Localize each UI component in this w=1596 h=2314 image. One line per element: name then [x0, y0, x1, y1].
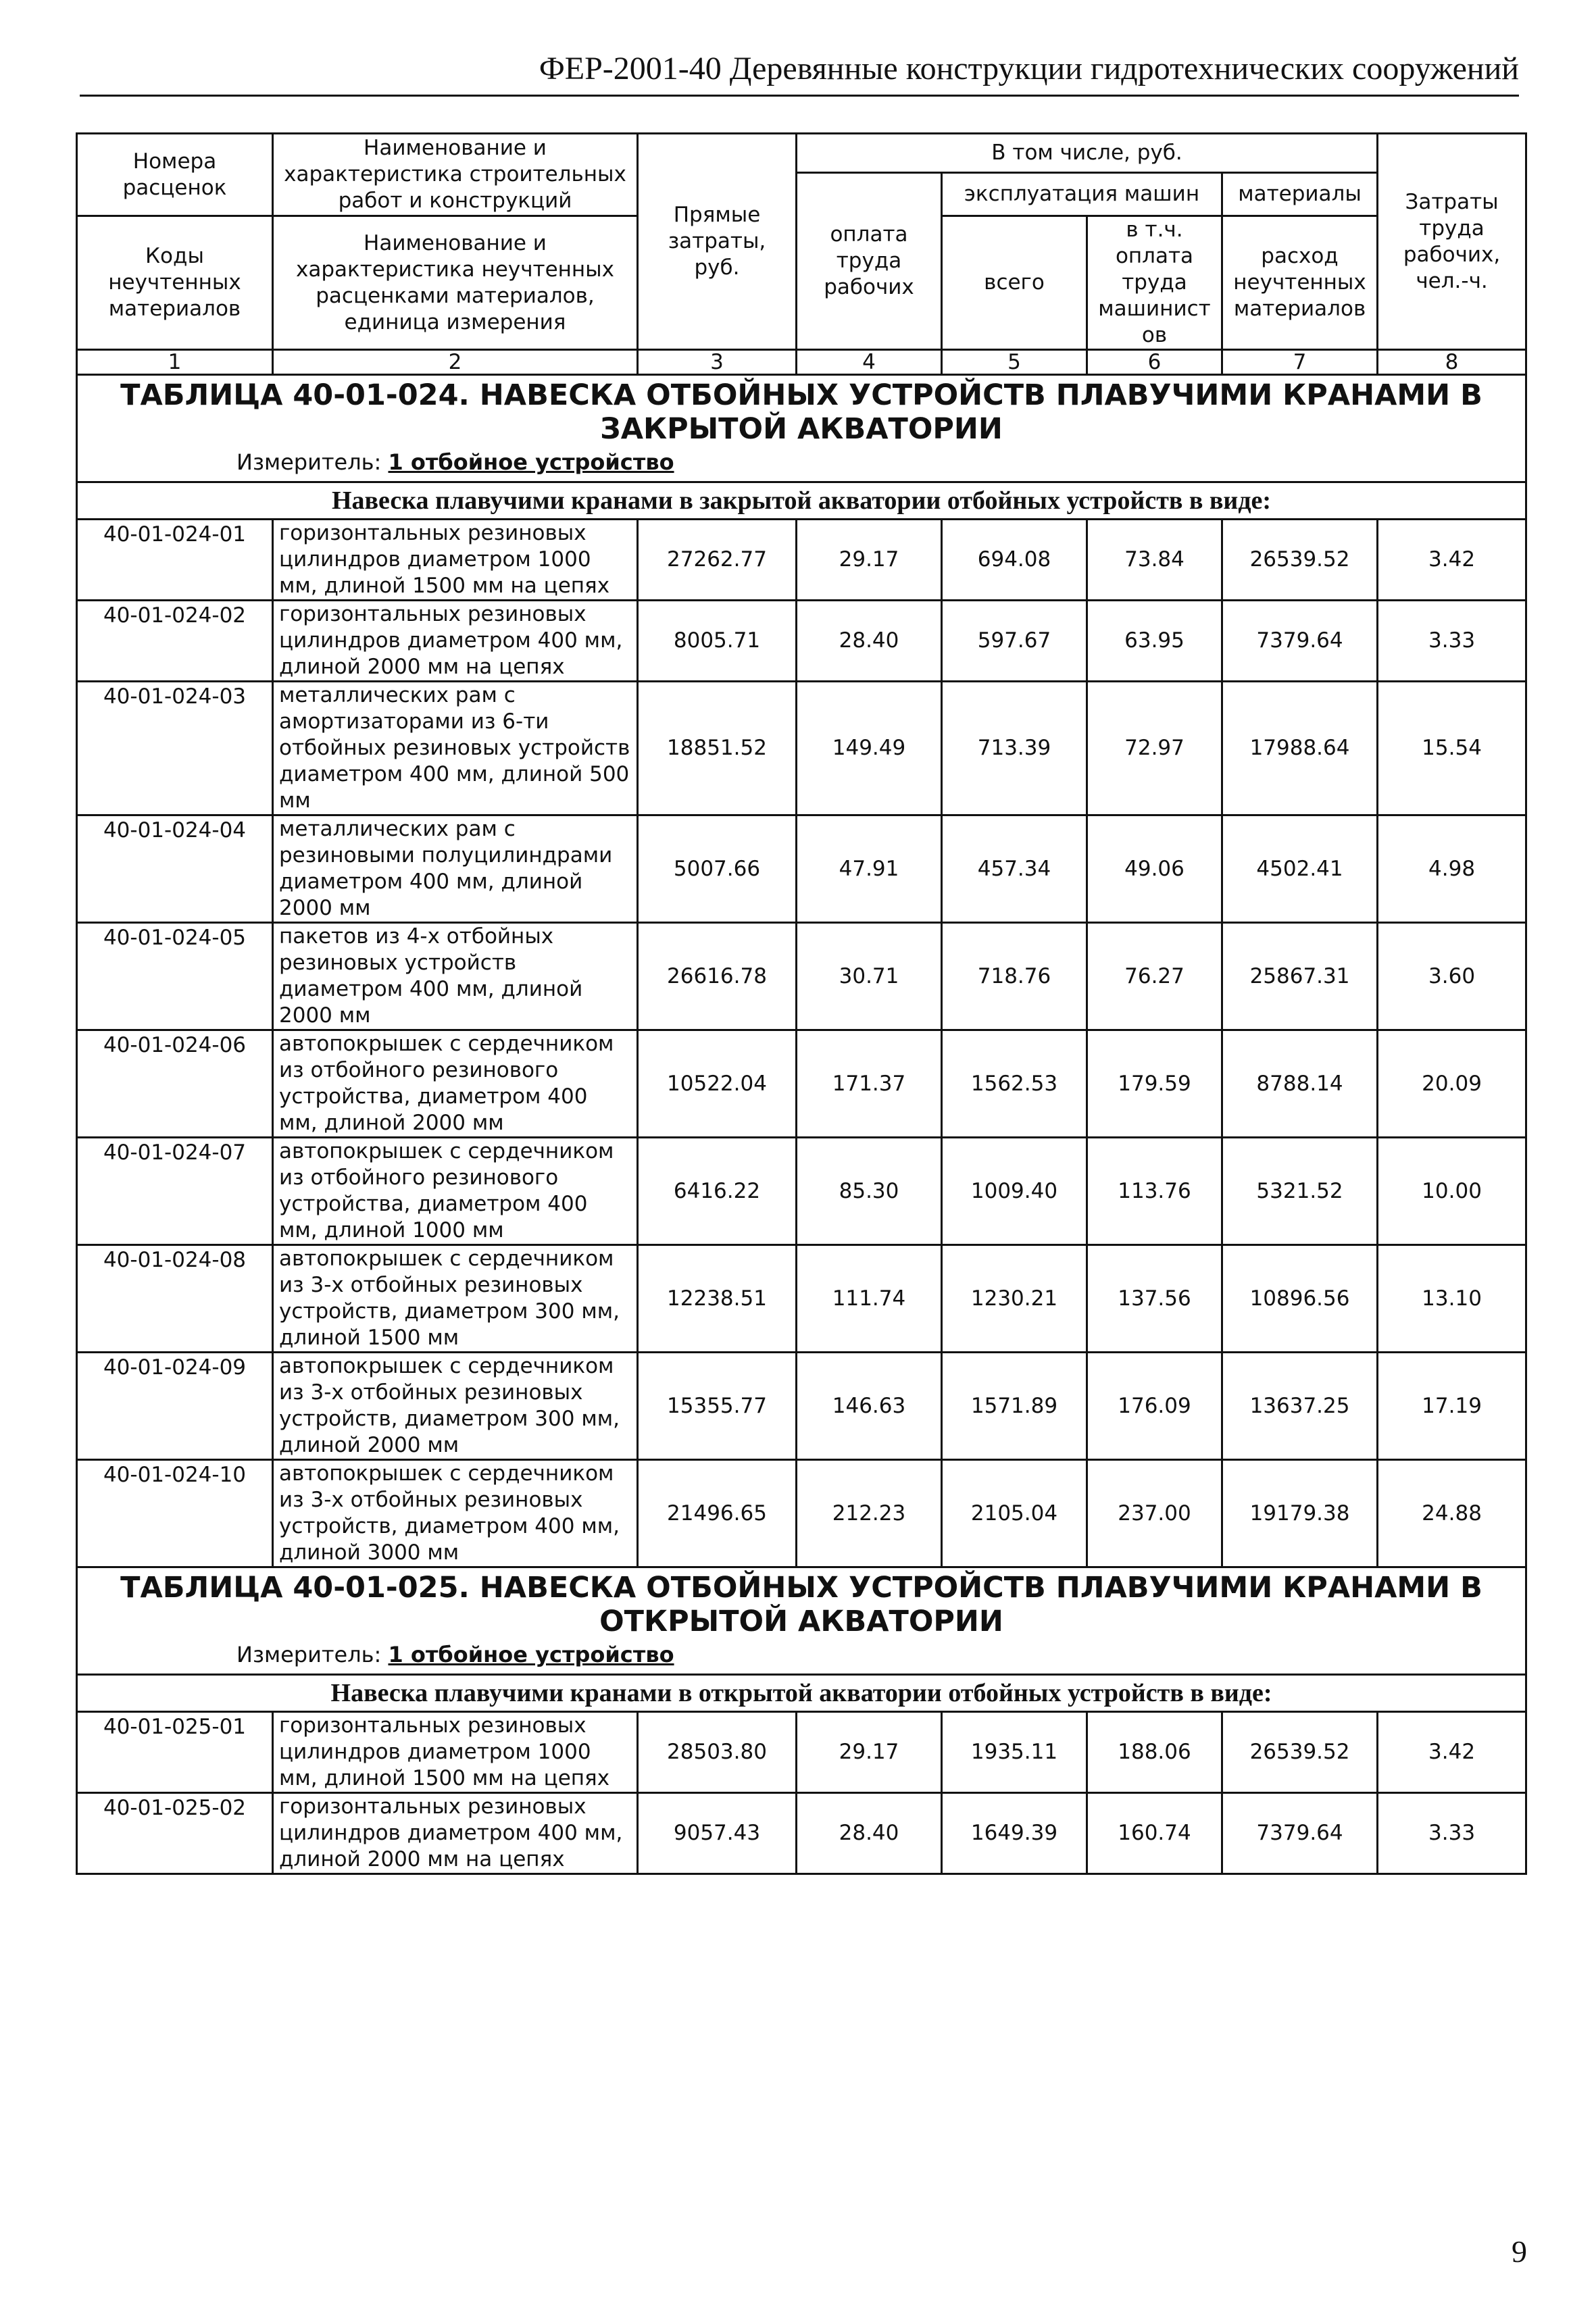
labor-hours: 24.88 — [1378, 1460, 1526, 1567]
machines-labor-pay: 113.76 — [1087, 1138, 1222, 1245]
measure-line — [78, 446, 1525, 481]
materials-cost: 19179.38 — [1222, 1460, 1378, 1567]
table-row — [77, 520, 1526, 601]
table-row — [77, 1793, 1526, 1874]
header-rule — [80, 95, 1519, 97]
materials-cost: 17988.64 — [1222, 682, 1378, 815]
labor-pay: 47.91 — [797, 815, 942, 923]
machines-labor-pay: 49.06 — [1087, 815, 1222, 923]
materials-cost: 8788.14 — [1222, 1030, 1378, 1138]
rate-code: 40-01-025-02 — [77, 1793, 273, 1874]
direct-costs: 26616.78 — [638, 923, 797, 1030]
direct-costs: 15355.77 — [638, 1353, 797, 1460]
rate-description: автопокрышек с сердечником из 3-х отбойных резиновых устройств, диаметром 300 мм, длиной 1500 мм — [273, 1245, 638, 1353]
labor-hours: 3.42 — [1378, 1712, 1526, 1793]
rate-description: автопокрышек с сердечником из отбойного резинового устройства, диаметром 400 мм, длиной 2000 мм — [273, 1030, 638, 1138]
table-row — [77, 1245, 1526, 1353]
machines-total: 1935.11 — [942, 1712, 1087, 1793]
rate-code: 40-01-024-08 — [77, 1245, 273, 1353]
rate-code: 40-01-025-01 — [77, 1712, 273, 1793]
section-title-cell — [77, 1567, 1526, 1675]
machines-labor-pay: 160.74 — [1087, 1793, 1222, 1874]
section-subtitle: Навеска плавучими кранами в закрытой акватории отбойных устройств в виде: — [77, 482, 1526, 520]
direct-costs: 21496.65 — [638, 1460, 797, 1567]
materials-cost: 25867.31 — [1222, 923, 1378, 1030]
machines-total: 1571.89 — [942, 1353, 1087, 1460]
table-row — [77, 1030, 1526, 1138]
labor-hours: 15.54 — [1378, 682, 1526, 815]
col3-header: Прямые затраты, руб. — [638, 134, 797, 350]
col-number: 7 — [1222, 350, 1378, 375]
materials-cost: 7379.64 — [1222, 1793, 1378, 1874]
materials-cost: 7379.64 — [1222, 601, 1378, 682]
table-row — [77, 601, 1526, 682]
materials-cost: 26539.52 — [1222, 520, 1378, 601]
rate-code: 40-01-024-06 — [77, 1030, 273, 1138]
direct-costs: 9057.43 — [638, 1793, 797, 1874]
labor-pay: 30.71 — [797, 923, 942, 1030]
machines-labor-pay: 237.00 — [1087, 1460, 1222, 1567]
labor-pay: 149.49 — [797, 682, 942, 815]
rate-code: 40-01-024-01 — [77, 520, 273, 601]
machines-total: 1230.21 — [942, 1245, 1087, 1353]
column-number-row — [77, 350, 1526, 375]
labor-hours: 3.60 — [1378, 923, 1526, 1030]
labor-costs-header: Затраты труда рабочих, чел.-ч. — [1378, 134, 1526, 350]
labor-hours: 3.33 — [1378, 601, 1526, 682]
labor-hours: 13.10 — [1378, 1245, 1526, 1353]
section-subtitle-row — [77, 482, 1526, 520]
labor-pay: 29.17 — [797, 520, 942, 601]
machines-total: 597.67 — [942, 601, 1087, 682]
table-row — [77, 682, 1526, 815]
machines-labor-pay: 188.06 — [1087, 1712, 1222, 1793]
table-row — [77, 1460, 1526, 1567]
measure-label: Измеритель: — [236, 1642, 382, 1667]
machines-total: 1649.39 — [942, 1793, 1087, 1874]
machines-labor-pay: 73.84 — [1087, 520, 1222, 601]
labor-hours: 4.98 — [1378, 815, 1526, 923]
labor-pay: 85.30 — [797, 1138, 942, 1245]
table-row — [77, 815, 1526, 923]
rate-description: автопокрышек с сердечником из 3-х отбойных резиновых устройств, диаметром 400 мм, длиной 3000 мм — [273, 1460, 638, 1567]
table-row — [77, 1353, 1526, 1460]
labor-pay: 146.63 — [797, 1353, 942, 1460]
direct-costs: 12238.51 — [638, 1245, 797, 1353]
machines-labor-pay: 179.59 — [1087, 1030, 1222, 1138]
col-number: 1 — [77, 350, 273, 375]
rate-description: автопокрышек с сердечником из отбойного резинового устройства, диаметром 400 мм, длиной 1000 мм — [273, 1138, 638, 1245]
rate-code: 40-01-024-05 — [77, 923, 273, 1030]
labor-pay: 28.40 — [797, 601, 942, 682]
section-title: ТАБЛИЦА 40-01-025. НАВЕСКА ОТБОЙНЫХ УСТРОЙСТВ ПЛАВУЧИМИ КРАНАМИ В ОТКРЫТОЙ АКВАТОРИИ — [120, 1571, 1482, 1638]
direct-costs: 6416.22 — [638, 1138, 797, 1245]
table-row — [77, 923, 1526, 1030]
table-row — [77, 1712, 1526, 1793]
direct-costs: 5007.66 — [638, 815, 797, 923]
machines-total: 718.76 — [942, 923, 1087, 1030]
labor-hours: 3.33 — [1378, 1793, 1526, 1874]
labor-pay: 28.40 — [797, 1793, 942, 1874]
labor-pay-header: оплата труда рабочих — [797, 173, 942, 350]
rate-description: горизонтальных резиновых цилиндров диаметром 1000 мм, длиной 1500 мм на цепях — [273, 1712, 638, 1793]
running-header: ФЕР-2001-40 Деревянные конструкции гидротехнических сооружений — [539, 51, 1519, 86]
measure-line — [78, 1638, 1525, 1674]
machines-total: 457.34 — [942, 815, 1087, 923]
page-number: 9 — [1512, 2234, 1527, 2269]
labor-pay: 111.74 — [797, 1245, 942, 1353]
section-title: ТАБЛИЦА 40-01-024. НАВЕСКА ОТБОЙНЫХ УСТРОЙСТВ ПЛАВУЧИМИ КРАНАМИ В ЗАКРЫТОЙ АКВАТОРИИ — [120, 378, 1482, 446]
measure-value: 1 отбойное устройство — [388, 1642, 674, 1667]
rate-description: металлических рам с амортизаторами из 6-ти отбойных резиновых устройств диаметром 400 мм, длиной 500 мм — [273, 682, 638, 815]
section-subtitle: Навеска плавучими кранами в открытой акватории отбойных устройств в виде: — [77, 1675, 1526, 1712]
col1-bottom-header: Коды неучтенных материалов — [77, 216, 273, 350]
rates-table — [76, 132, 1527, 1875]
col2-bottom-header: Наименование и характеристика неучтенных расценками материалов, единица измерения — [273, 216, 638, 350]
machines-total-header: всего — [942, 216, 1087, 350]
including-header: В том числе, руб. — [797, 134, 1378, 173]
materials-unaccounted-header: расход неучтенных материалов — [1222, 216, 1378, 350]
labor-pay: 29.17 — [797, 1712, 942, 1793]
machines-labor-pay: 76.27 — [1087, 923, 1222, 1030]
col-number: 8 — [1378, 350, 1526, 375]
rate-code: 40-01-024-10 — [77, 1460, 273, 1567]
materials-cost: 4502.41 — [1222, 815, 1378, 923]
rate-code: 40-01-024-04 — [77, 815, 273, 923]
measure-label: Измеритель: — [236, 449, 382, 475]
machines-labor-pay: 63.95 — [1087, 601, 1222, 682]
direct-costs: 18851.52 — [638, 682, 797, 815]
rate-description: горизонтальных резиновых цилиндров диаметром 400 мм, длиной 2000 мм на цепях — [273, 1793, 638, 1874]
col2-top-header: Наименование и характеристика строительных работ и конструкций — [273, 134, 638, 216]
materials-cost: 13637.25 — [1222, 1353, 1378, 1460]
materials-header: материалы — [1222, 173, 1378, 216]
col-number: 2 — [273, 350, 638, 375]
labor-pay: 171.37 — [797, 1030, 942, 1138]
section-title-row — [77, 375, 1526, 482]
col-number: 4 — [797, 350, 942, 375]
direct-costs: 8005.71 — [638, 601, 797, 682]
col-number: 3 — [638, 350, 797, 375]
table-row — [77, 1138, 1526, 1245]
section-title-cell — [77, 375, 1526, 482]
rate-description: горизонтальных резиновых цилиндров диаметром 400 мм, длиной 2000 мм на цепях — [273, 601, 638, 682]
section-subtitle-row — [77, 1675, 1526, 1712]
rate-description: горизонтальных резиновых цилиндров диаметром 1000 мм, длиной 1500 мм на цепях — [273, 520, 638, 601]
machines-labor-pay: 137.56 — [1087, 1245, 1222, 1353]
labor-hours: 10.00 — [1378, 1138, 1526, 1245]
machines-total: 1009.40 — [942, 1138, 1087, 1245]
machines-total: 1562.53 — [942, 1030, 1087, 1138]
rate-description: автопокрышек с сердечником из 3-х отбойных резиновых устройств, диаметром 300 мм, длиной 2000 мм — [273, 1353, 638, 1460]
direct-costs: 28503.80 — [638, 1712, 797, 1793]
materials-cost: 26539.52 — [1222, 1712, 1378, 1793]
direct-costs: 10522.04 — [638, 1030, 797, 1138]
rate-code: 40-01-024-09 — [77, 1353, 273, 1460]
section-title-row — [77, 1567, 1526, 1675]
rate-code: 40-01-024-03 — [77, 682, 273, 815]
machines-header: эксплуатация машин — [942, 173, 1222, 216]
col1-top-header: Номера расценок — [77, 134, 273, 216]
rates-table-wrapper — [76, 132, 1525, 1875]
machines-total: 694.08 — [942, 520, 1087, 601]
direct-costs: 27262.77 — [638, 520, 797, 601]
materials-cost: 10896.56 — [1222, 1245, 1378, 1353]
col-number: 6 — [1087, 350, 1222, 375]
rate-description: пакетов из 4-х отбойных резиновых устройств диаметром 400 мм, длиной 2000 мм — [273, 923, 638, 1030]
labor-hours: 3.42 — [1378, 520, 1526, 601]
machines-labor-pay: 176.09 — [1087, 1353, 1222, 1460]
rate-code: 40-01-024-02 — [77, 601, 273, 682]
machines-labor-header: в т.ч. оплата труда машинистов — [1087, 216, 1222, 350]
materials-cost: 5321.52 — [1222, 1138, 1378, 1245]
header-row-1 — [77, 134, 1526, 173]
labor-pay: 212.23 — [797, 1460, 942, 1567]
rate-description: металлических рам с резиновыми полуцилиндрами диаметром 400 мм, длиной 2000 мм — [273, 815, 638, 923]
rate-code: 40-01-024-07 — [77, 1138, 273, 1245]
labor-hours: 17.19 — [1378, 1353, 1526, 1460]
col-number: 5 — [942, 350, 1087, 375]
measure-value: 1 отбойное устройство — [388, 449, 674, 475]
machines-total: 2105.04 — [942, 1460, 1087, 1567]
machines-total: 713.39 — [942, 682, 1087, 815]
labor-hours: 20.09 — [1378, 1030, 1526, 1138]
machines-labor-pay: 72.97 — [1087, 682, 1222, 815]
